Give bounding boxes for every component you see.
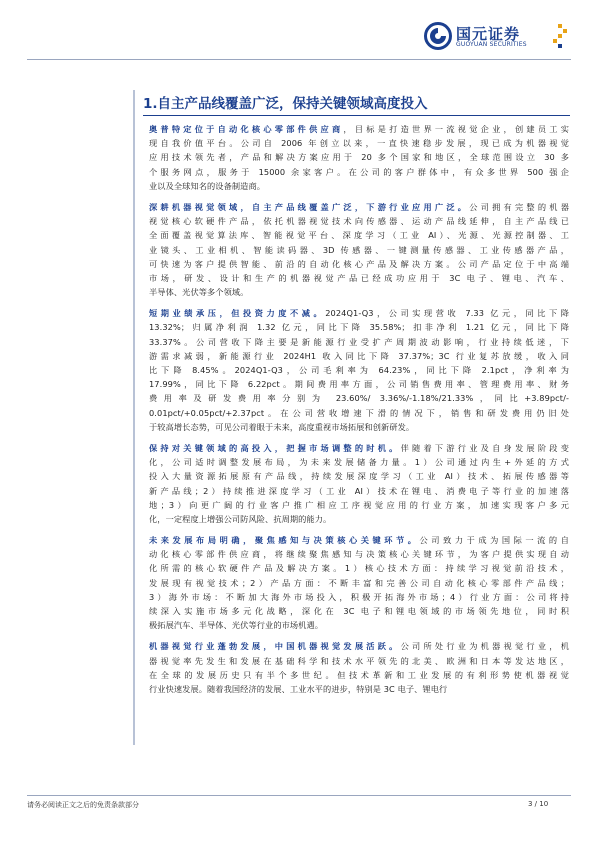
- paragraph: [149, 122, 569, 193]
- logo-text-en: GUOYUAN SECURITIES: [456, 41, 527, 48]
- paragraph-text: 于较高增长态势，可见公司着眼于未来，高度重视市场拓展和创新研发。: [149, 421, 415, 432]
- paragraph-text: 化，公司适时调整发展布局，为未来发展储备力量。1）公司通过内生+外延的方式: [149, 457, 569, 468]
- paragraph-text: 化，一定程度上增强公司防风险、抗周期的能力。: [149, 513, 332, 524]
- paragraph-line: [149, 455, 569, 469]
- paragraph: [149, 306, 569, 434]
- paragraph-line: [149, 512, 569, 526]
- paragraph-line: [149, 335, 569, 349]
- paragraph-text: 33.37%。公司营收下降主要是新能源行业受扩产周期波动影响，行业持续低迷，下: [149, 336, 569, 347]
- paragraph-line: [149, 533, 569, 547]
- page-number: 3 / 10: [528, 800, 549, 808]
- paragraph-text: 新产品线；2）持续推进深度学习（工业 AI）技术在锂电、消费电子等行业的加速落: [149, 485, 569, 496]
- paragraph-lead: 奥普特定位于自动化核心零部件供应商: [149, 124, 344, 134]
- paragraph-line: [149, 377, 569, 391]
- paragraph-line: [149, 257, 569, 271]
- paragraph-text: 器视觉率先发生和发展在基础科学和技术水平领先的北美、欧洲和日本等发达地区，: [149, 655, 569, 666]
- paragraph-text: 公司拥有完整的机器: [469, 201, 569, 212]
- paragraph-text: 公司致力于成为国际一流的自: [419, 535, 569, 546]
- paragraph-text: 在全球的发展历史只有半个多世纪。但技术革新和工业发展的有利形势使机器视觉: [149, 669, 569, 680]
- paragraph-lead: 未来发展布局明确，聚焦感知与决策核心关键环节。: [149, 535, 420, 546]
- paragraph-line: [149, 243, 569, 257]
- logo-decoration-icon: [550, 22, 570, 52]
- paragraph-text: 可快速为客户提供智能、前沿的自动化核心产品及解决方案。公司产品定位于中高端: [149, 258, 569, 269]
- company-logo: [424, 22, 570, 52]
- paragraph-text: 化所需的核心软硬件产品及解决方案。1）核心技术方面：持续学习视觉前沿技术，: [149, 563, 569, 574]
- paragraph-lead: 短期业绩承压，但投资力度不减。: [149, 308, 326, 319]
- report-body: [149, 122, 569, 703]
- paragraph: [149, 533, 569, 632]
- paragraph-line: [149, 391, 569, 405]
- paragraph-line: [149, 604, 569, 618]
- logo-mark-icon: [424, 22, 452, 50]
- footer-disclaimer: 请务必阅读正文之后的免责条款部分: [27, 801, 139, 809]
- paragraph-lead: 保持对关键领域的高投入，把握市场调整的时机。: [149, 442, 401, 453]
- paragraph-text: 投入大量资源拓展原有产品线，持续发展深度学习（工业 AI）技术、拓展传感器等: [149, 471, 569, 482]
- paragraph-line: [149, 590, 569, 604]
- paragraph-line: [149, 285, 569, 299]
- paragraph-text: ，目标是打造世界一流视觉企业，创建员工实: [343, 124, 569, 134]
- paragraph-text: 全面覆盖视觉算法库、智能视觉平台、深度学习（工业 AI）、光源、光源控制器、工: [149, 230, 569, 241]
- paragraph-line: [149, 122, 569, 136]
- paragraph-line: [149, 654, 569, 668]
- paragraph-line: [149, 668, 569, 682]
- paragraph-line: [149, 576, 569, 590]
- header-divider: [27, 59, 571, 60]
- paragraph-text: 伴随着下游行业及自身发展阶段变: [400, 442, 569, 453]
- paragraph-line: [149, 214, 569, 228]
- paragraph: [149, 441, 569, 526]
- paragraph-line: [149, 200, 569, 214]
- paragraph-line: [149, 618, 569, 632]
- paragraph-line: [149, 349, 569, 363]
- paragraph-text: 应用技术领先者，产品和解决方案应用于 20 多个国家和地区，全球范围设立 30 多: [149, 152, 569, 163]
- paragraph-text: 2024Q1-Q3，公司实现营收 7.33 亿元，同比下降: [325, 308, 569, 319]
- paragraph-lead: 机器视觉行业蓬勃发展，中国机器视觉发展活跃。: [149, 641, 401, 652]
- paragraph-line: [149, 561, 569, 575]
- paragraph-line: [149, 363, 569, 377]
- paragraph-text: 游需求减弱，新能源行业 2024H1 收入同比下降 37.37%；3C 行业复苏放缓，收入同: [149, 350, 569, 361]
- paragraph-line: [149, 271, 569, 285]
- paragraph-line: [149, 484, 569, 498]
- paragraph-text: 现自我价值平台。公司自 2006 年创立以来，一直快速稳步发展，现已成为机器视觉: [149, 138, 569, 149]
- paragraph-text: 动化核心零部件供应商，将继续聚焦感知与决策核心关键环节，为客户提供实现自动: [149, 549, 569, 560]
- paragraph-line: [149, 498, 569, 512]
- paragraph-text: 续深入实施市场多元化战略，深化在 3C 电子和锂电领域的市场领先地位，同时积: [149, 606, 569, 616]
- paragraph-line: [149, 469, 569, 483]
- paragraph-line: [149, 136, 569, 150]
- paragraph-text: 个服务网点，服务于 15000 余家客户。在公司的客户群体中，有众多世界 500 强企: [149, 166, 569, 177]
- paragraph-text: 半导体、光伏等多个领域。: [149, 287, 249, 298]
- paragraph-text: 行业快速发展。随着我国经济的发展、工业水平的进步，特别是 3C 电子、锂电行: [149, 683, 448, 694]
- paragraph-text: 3）海外市场：不断加大海外市场投入，积极开拓海外市场；4）行业方面：公司将持: [149, 591, 569, 602]
- paragraph-line: [149, 420, 569, 434]
- footer-divider: [27, 795, 571, 796]
- section-title: 1.自主产品线覆盖广泛，保持关键领域高度投入: [143, 96, 428, 112]
- paragraph-text: 地；3）向更广阔的行业客户推广相应工序视觉应用的行业方案，加速实现客户多元: [149, 499, 569, 510]
- paragraph-line: [149, 320, 569, 334]
- paragraph-text: 极拓展汽车、半导体、光伏等行业的市场机遇。: [149, 620, 324, 631]
- paragraph-text: 13.32%；归属净利润 1.32 亿元，同比下降 35.58%；扣非净利 1.21 亿元，同比下降: [149, 322, 569, 333]
- paragraph-text: 市场，研发、设计和生产的机器视觉产品已经成功应用于 3C 电子、锂电、汽车、: [149, 272, 569, 283]
- paragraph-line: [149, 441, 569, 455]
- paragraph-line: [149, 228, 569, 242]
- content-left-bar: [133, 90, 135, 745]
- paragraph-line: [149, 406, 569, 420]
- paragraph-text: 比下降 8.45%。2024Q1-Q3，公司毛利率为 64.23%，同比下降 2.1pct，净利率为: [149, 365, 569, 375]
- paragraph: [149, 200, 569, 299]
- paragraph-text: 费用率及研发费用率分别为 23.60%/ 3.36%/-1.18%/21.33%，同比+3.89pct/-: [149, 393, 569, 404]
- paragraph-text: 业以及全球知名的设备制造商。: [149, 180, 266, 191]
- paragraph-line: [149, 306, 569, 320]
- paragraph-text: 0.01pct/+0.05pct/+2.37pct。在公司营收增速下滑的情况下，销售和研发费用仍旧处: [149, 407, 569, 418]
- paragraph-text: 视觉核心软硬件产品，依托机器视觉技术向传感器、运动产品线延伸，自主产品线已: [149, 216, 569, 227]
- paragraph-text: 17.99%，同比下降 6.22pct。期间费用率方面，公司销售费用率、管理费用率、财务: [149, 379, 569, 390]
- paragraph-text: 业镜头、工业相机、智能读码器、3D 传感器、一键测量传感器、工业传感器产品，: [149, 244, 569, 255]
- paragraph: [149, 639, 569, 696]
- paragraph-text: 发展现有视觉技术；2）产品方面：不断丰富和完善公司自动化核心零部件产品线；: [149, 577, 569, 588]
- paragraph-line: [149, 179, 569, 193]
- paragraph-line: [149, 165, 569, 179]
- section-title-underline: [143, 115, 570, 116]
- logo-text-cn: 国元证券: [456, 25, 521, 43]
- paragraph-text: 公司所处行业为机器视觉行业，机: [400, 641, 569, 652]
- paragraph-line: [149, 150, 569, 164]
- paragraph-line: [149, 547, 569, 561]
- paragraph-line: [149, 682, 569, 696]
- paragraph-lead: 深耕机器视觉领域，自主产品线覆盖广泛，下游行业应用广泛。: [149, 201, 470, 212]
- paragraph-line: [149, 639, 569, 653]
